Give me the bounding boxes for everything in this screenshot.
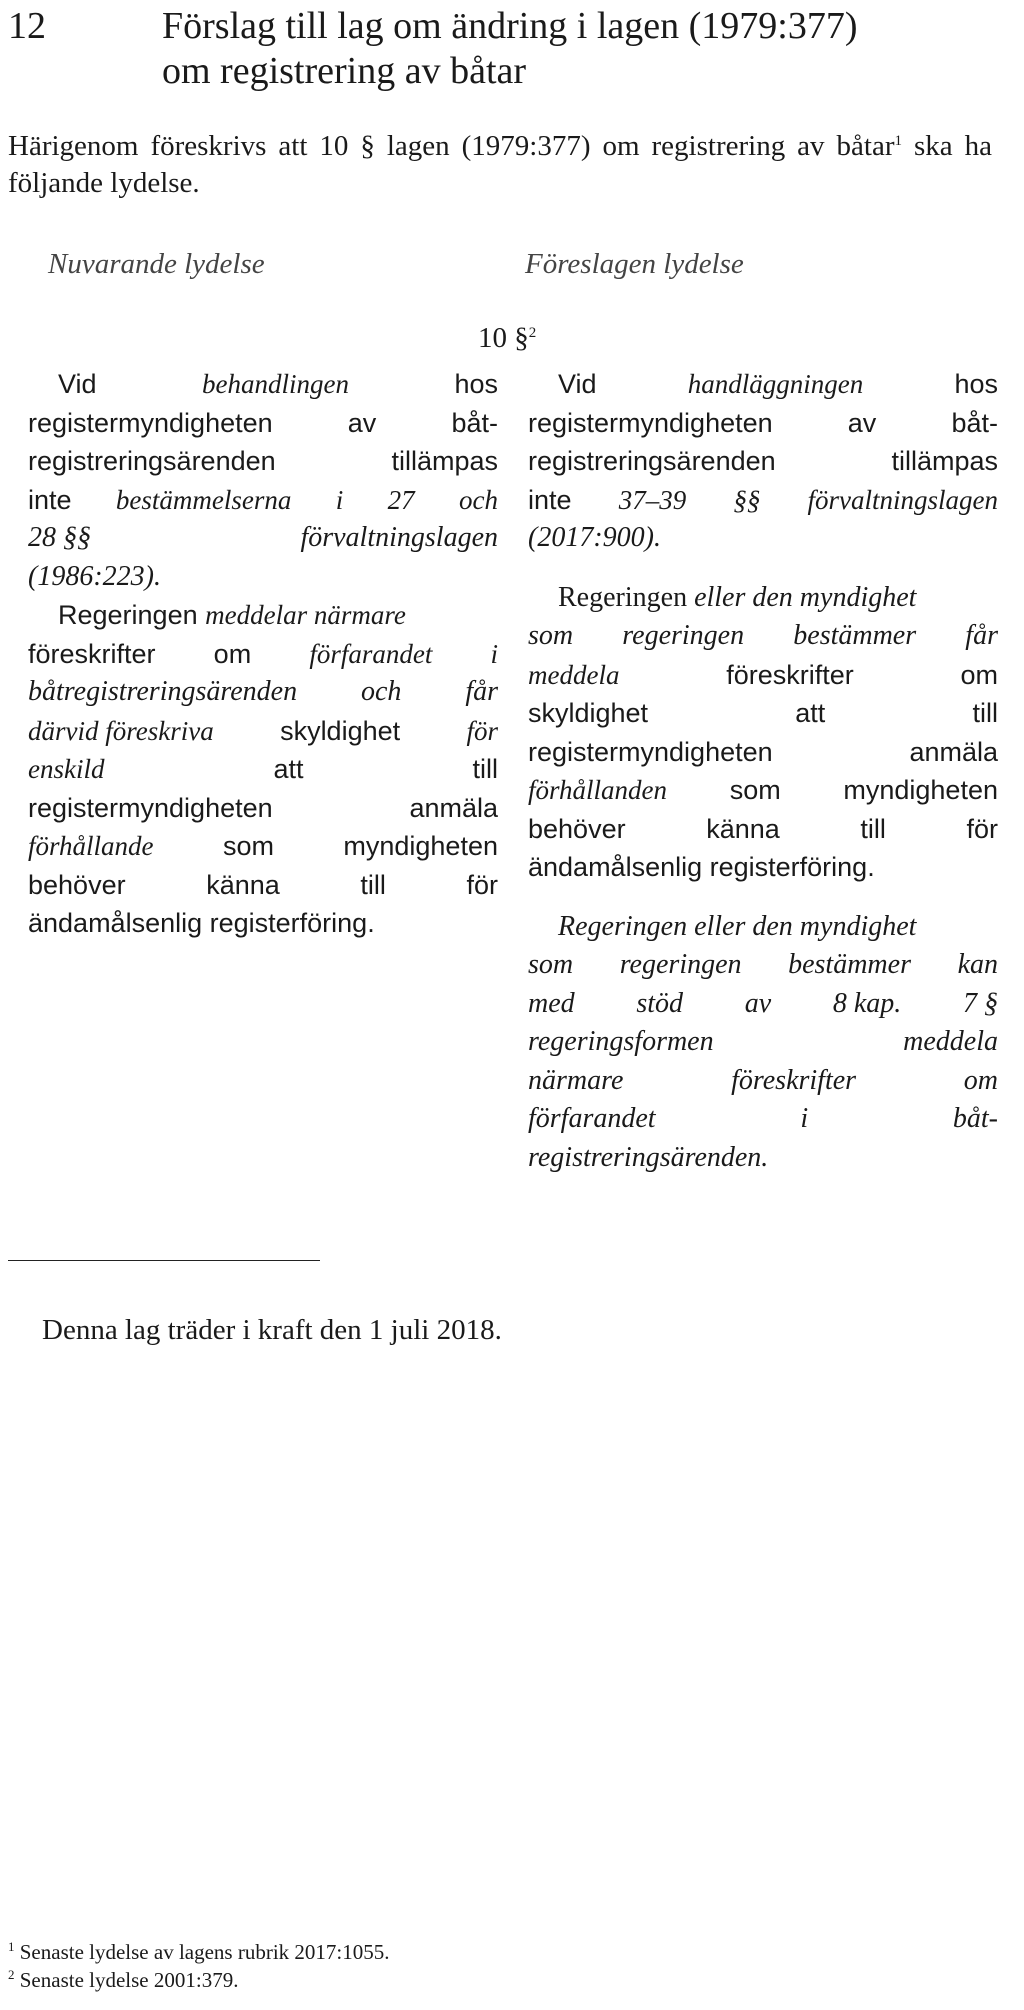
proposed-paragraph-2 (528, 579, 998, 887)
effective-date-provision: Denna lag träder i kraft den 1 juli 2018. (42, 1314, 502, 1346)
law-proposal-title (162, 4, 1002, 94)
footnote-ref-1: 1 (894, 133, 902, 149)
paragraph-label (478, 320, 536, 357)
text-line: som regeringen bestämmer får (528, 620, 998, 651)
text-line: Regeringen eller den myndighet (558, 910, 917, 942)
text-line: registreringsärenden. (528, 1141, 769, 1173)
text-line: Vid behandlingen hos (58, 369, 498, 399)
intro-paragraph (8, 128, 992, 202)
text-line: förhållanden som myndigheten (528, 775, 998, 805)
footnote-ref-2: 2 (528, 325, 537, 341)
proposed-paragraph-3 (528, 908, 998, 1178)
text-line: registermyndigheten av båt- (28, 407, 498, 438)
proposed-wording-heading: Föreslagen lydelse (525, 248, 744, 280)
text-line: registreringsärenden tillämpas (528, 446, 998, 476)
title-line-2: om registrering av båtar (162, 50, 527, 92)
footnote-1: $^1$ Senaste lydelse av lagens rubrik 2017:1055. (8, 1939, 390, 1964)
proposed-wording-column (528, 365, 998, 1177)
text-line: Regeringen eller den myndighet (558, 581, 917, 613)
text-line: registermyndigheten anmäla (528, 736, 998, 767)
text-line: Regeringen meddelar närmare (58, 600, 406, 630)
text-line: inte 37–39 §§ förvaltningslagen (528, 484, 998, 515)
text-line: närmare föreskrifter om (528, 1064, 998, 1096)
text-line: båtregistreringsärenden och får (28, 676, 498, 707)
text-line: med stöd av 8 kap. 7 § (528, 987, 998, 1019)
text-line: (1986:223). (28, 560, 161, 592)
section-number: 12 (8, 5, 46, 47)
text-line: registreringsärenden tillämpas (28, 446, 498, 476)
proposed-paragraph-1 (528, 365, 998, 558)
current-paragraph-2 (28, 596, 498, 943)
text-line: föreskrifter om förfarandet i (28, 638, 498, 669)
text-line: Vid handläggningen hos (558, 369, 998, 399)
text-line: (2017:900). (528, 522, 661, 553)
text-line: ändamålsenlig registerföring. (528, 852, 875, 882)
text-line: ändamålsenlig registerföring. (28, 908, 375, 938)
text-line: meddela föreskrifter om (528, 659, 998, 690)
footnotes (8, 1938, 390, 1994)
text-line: enskild att till (28, 754, 498, 784)
paragraph-number: 10 § (478, 322, 529, 354)
text-line: behöver känna till för (28, 869, 498, 900)
text-line: förhållande som myndigheten (28, 831, 498, 861)
text-line: regeringsformen meddela (528, 1026, 998, 1057)
text-line: därvid föreskriva skyldighet för (28, 715, 498, 746)
current-wording-heading: Nuvarande lydelse (48, 248, 265, 280)
current-wording-column (28, 365, 498, 943)
text-line: registermyndigheten anmäla (28, 792, 498, 823)
footnote-2: $^2$ Senaste lydelse 2001:379. (8, 1967, 239, 1992)
current-paragraph-1 (28, 365, 498, 596)
text-line: skyldighet att till (528, 698, 998, 728)
text-line: registermyndigheten av båt- (528, 407, 998, 438)
intro-text-end: ska ha följande lydelse. (8, 130, 992, 199)
text-line: 28 §§ förvaltningslagen (28, 522, 498, 553)
separator-rule (8, 1260, 320, 1261)
title-line-1: Förslag till lag om ändring i lagen (1979:377) (162, 5, 858, 47)
text-line: behöver känna till för (528, 813, 998, 844)
text-line: som regeringen bestämmer kan (528, 949, 998, 980)
intro-text: Härigenom föreskrivs att 10 § lagen (1979:377) om registrering av båtar (8, 130, 895, 162)
text-line: inte bestämmelserna i 27 och (28, 484, 498, 515)
text-line: förfarandet i båt- (528, 1103, 998, 1134)
